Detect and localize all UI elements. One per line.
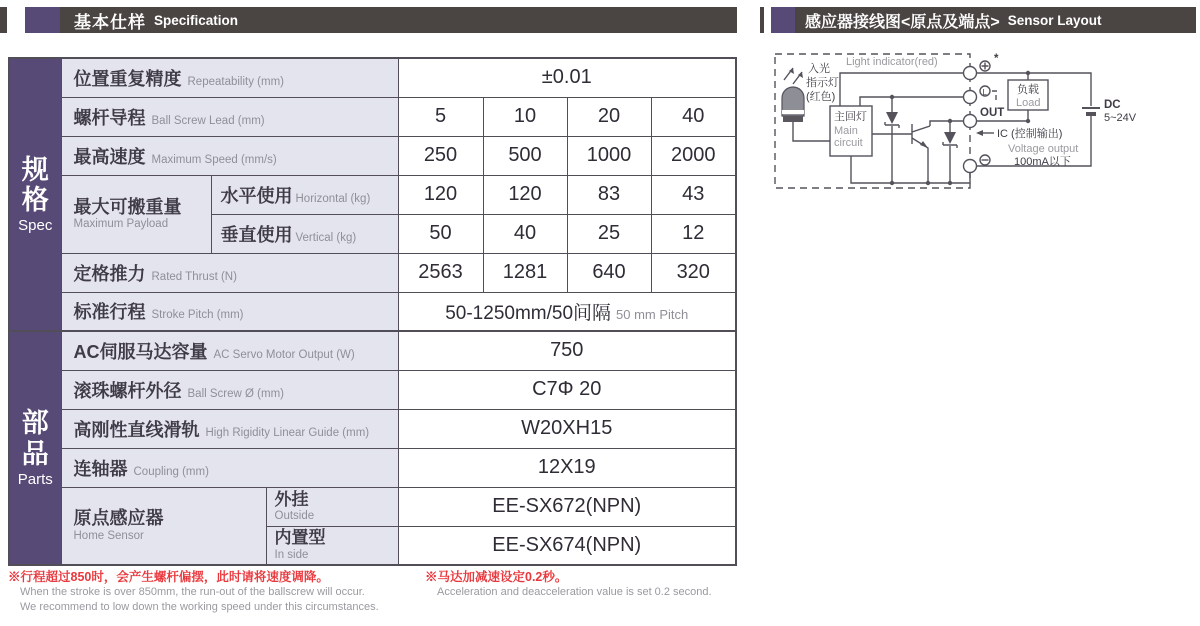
table-row (9, 292, 736, 331)
cell-vert-2: 40 (483, 214, 567, 253)
label-en: Ball Screw Ø (mm) (187, 387, 284, 400)
cell-repeatability-value: ±0.01 (398, 58, 736, 97)
label-en: Stroke Pitch (mm) (151, 309, 244, 322)
plus-terminal-icon (964, 53, 1000, 80)
table-row (9, 370, 736, 409)
cell-home-outside-value: EE-SX672(NPN) (398, 487, 736, 526)
footnote-right-en: Acceleration and deacceleration value is set 0.2 second. (437, 586, 712, 598)
row-label-payload-horizontal (211, 175, 398, 214)
load-label-zh: 负载 (1017, 84, 1039, 96)
purple-accent-square (25, 7, 60, 33)
out-terminal-icon (964, 107, 1005, 128)
header-right-edge-mark (760, 7, 764, 33)
footnote-left-red: ※行程超过850时，会产生螺杆偏摆，此时请将速度调降。 (8, 570, 329, 584)
label-en: In side (274, 548, 309, 561)
cell-vert-1: 50 (398, 214, 483, 253)
row-label-payload (61, 175, 211, 253)
cell-thrust-1: 2563 (398, 253, 483, 292)
table-row (9, 409, 736, 448)
cell-screw-dia-value: C7Φ 20 (398, 370, 736, 409)
footnote-right-red: ※马达加减速设定0.2秒。 (425, 570, 568, 584)
row-label-repeatability (61, 58, 398, 97)
label-zh: 最大可搬重量 (73, 196, 182, 217)
label-zh: 位置重复精度 (73, 68, 182, 89)
cell-thrust-2: 1281 (483, 253, 567, 292)
l-terminal-letter: L (982, 88, 987, 97)
row-label-rated-thrust (61, 253, 398, 292)
row-label-servo (61, 331, 398, 370)
battery-icon (1082, 99, 1137, 124)
in-light-label-2: 指示灯 (806, 77, 839, 89)
sidebar-parts-zh: 部品 (21, 408, 49, 469)
out-label: OUT (980, 107, 1005, 119)
row-label-stroke (61, 292, 398, 331)
label-zh: 垂直使用 (220, 224, 293, 245)
main-circuit-en1: Main (834, 125, 858, 137)
spec-table (8, 57, 737, 566)
table-row (9, 136, 736, 175)
specification-title-en: Specification (154, 12, 239, 28)
label-en: Repeatability (mm) (187, 75, 284, 88)
zener-diode-icon (885, 95, 899, 185)
specification-header-bar (60, 7, 737, 33)
cell-stroke-value (398, 292, 736, 331)
cell-horiz-4: 43 (651, 175, 736, 214)
sidebar-spec-zh: 规格 (21, 154, 49, 215)
row-label-ball-screw-lead (61, 97, 398, 136)
label-en: AC Servo Motor Output (W) (213, 348, 355, 361)
label-zh: 内置型 (274, 528, 326, 548)
cell-horiz-1: 120 (398, 175, 483, 214)
specification-header (25, 7, 737, 33)
ic-output-label: IC (控制输出) (997, 128, 1063, 140)
sidebar-section-parts (9, 331, 61, 565)
light-rays-icon (784, 68, 803, 84)
cell-lead-3: 20 (567, 97, 651, 136)
main-circuit-zh: 主回灯 (834, 111, 867, 123)
in-light-label-1: 入光 (808, 63, 830, 75)
table-row (9, 448, 736, 487)
cell-coupling-value: 12X19 (398, 448, 736, 487)
cell-home-inside-value: EE-SX674(NPN) (398, 526, 736, 565)
label-zh: 螺杆导程 (73, 107, 146, 128)
cell-horiz-3: 83 (567, 175, 651, 214)
label-en: High Rigidity Linear Guide (mm) (205, 426, 370, 439)
footnote-left (8, 570, 379, 615)
cell-speed-3: 1000 (567, 136, 651, 175)
label-en: Horizontal (kg) (295, 192, 371, 205)
dc-label: DC (1104, 99, 1121, 111)
label-en: Home Sensor (73, 529, 144, 542)
label-en: Vertical (kg) (295, 231, 357, 244)
header-left-edge-mark (0, 7, 7, 33)
row-label-coupling (61, 448, 398, 487)
cell-speed-4: 2000 (651, 136, 736, 175)
sidebar-section-spec (9, 58, 61, 331)
sensor-layout-header-bar (795, 7, 1196, 33)
cell-horiz-2: 120 (483, 175, 567, 214)
sidebar-spec-en: Spec (18, 217, 53, 235)
label-en: Outside (274, 510, 315, 523)
table-row (9, 331, 736, 370)
table-row (9, 487, 736, 526)
specification-title-zh: 基本仕样 (74, 12, 146, 32)
stroke-value-en: 50 mm Pitch (616, 306, 689, 322)
load-label-en: Load (1016, 97, 1041, 109)
cell-lead-4: 40 (651, 97, 736, 136)
table-row (9, 97, 736, 136)
footnote-left-en1: When the stroke is over 850mm, the run-out of the ballscrew will occur. (20, 586, 365, 598)
current-limit-label: 100mA以下 (1014, 156, 1071, 168)
cell-servo-value: 750 (398, 331, 736, 370)
transistor-icon (872, 124, 930, 185)
row-label-linear-guide (61, 409, 398, 448)
label-zh: 最高速度 (73, 146, 146, 167)
cell-speed-2: 500 (483, 136, 567, 175)
label-en: Maximum Payload (73, 218, 169, 231)
label-zh: 外挂 (274, 489, 309, 509)
label-zh: 滚珠螺杆外径 (73, 380, 182, 401)
cell-vert-3: 25 (567, 214, 651, 253)
main-circuit-box (830, 106, 872, 156)
label-en: Ball Screw Lead (mm) (151, 114, 265, 127)
led-icon (782, 87, 804, 122)
purple-accent-square (771, 7, 795, 33)
cell-speed-1: 250 (398, 136, 483, 175)
row-label-ball-screw-dia (61, 370, 398, 409)
cell-thrust-3: 640 (567, 253, 651, 292)
label-zh: 连轴器 (73, 458, 128, 479)
row-label-home-outside (266, 487, 398, 526)
sensor-layout-header (771, 7, 1196, 33)
label-zh: 定格推力 (73, 263, 146, 284)
star-mark: * (994, 53, 999, 65)
minus-terminal-icon (964, 155, 991, 173)
cell-guide-value: W20XH15 (398, 409, 736, 448)
footnote-left-en2: We recommend to low down the working speed under this circumstances. (20, 601, 379, 613)
light-indicator-label: Light indicator(red) (846, 56, 938, 68)
load-box (1008, 80, 1048, 110)
row-label-home-sensor (61, 487, 266, 565)
sensor-layout-title-en: Sensor Layout (1007, 12, 1102, 28)
table-row (9, 253, 736, 292)
sensor-layout-title-zh: 感应器接线图<原点及端点> (805, 13, 1000, 31)
label-zh: 水平使用 (220, 185, 293, 206)
dc-voltage-label: 5~24V (1104, 112, 1137, 124)
stroke-value-zh: 50-1250mm/50间隔 (445, 302, 612, 324)
light-control-terminal-icon (964, 86, 1001, 104)
in-light-label-3: (红色) (806, 91, 836, 103)
cell-lead-2: 10 (483, 97, 567, 136)
row-label-max-speed (61, 136, 398, 175)
label-zh: 原点感应器 (73, 508, 164, 529)
label-zh: 标准行程 (73, 302, 146, 323)
label-en: Rated Thrust (N) (151, 270, 237, 283)
ic-output-arrow-icon (976, 130, 994, 136)
cell-thrust-4: 320 (651, 253, 736, 292)
sensor-wiring-diagram (770, 46, 1200, 206)
main-circuit-en2: circuit (834, 137, 863, 149)
footnote-right (425, 570, 712, 600)
table-row (9, 58, 736, 97)
row-label-home-inside (266, 526, 398, 565)
label-zh: AC伺服马达容量 (73, 341, 208, 362)
sidebar-parts-en: Parts (17, 470, 53, 488)
cell-vert-4: 12 (651, 214, 736, 253)
table-row (9, 175, 736, 214)
label-en: Coupling (mm) (133, 465, 209, 478)
row-label-payload-vertical (211, 214, 398, 253)
voltage-output-label: Voltage output (1008, 143, 1079, 155)
zener-diode-icon (943, 119, 957, 185)
cell-lead-1: 5 (398, 97, 483, 136)
internal-wiring (793, 73, 970, 185)
label-zh: 高刚性直线滑轨 (73, 419, 200, 440)
label-en: Maximum Speed (mm/s) (151, 153, 277, 166)
